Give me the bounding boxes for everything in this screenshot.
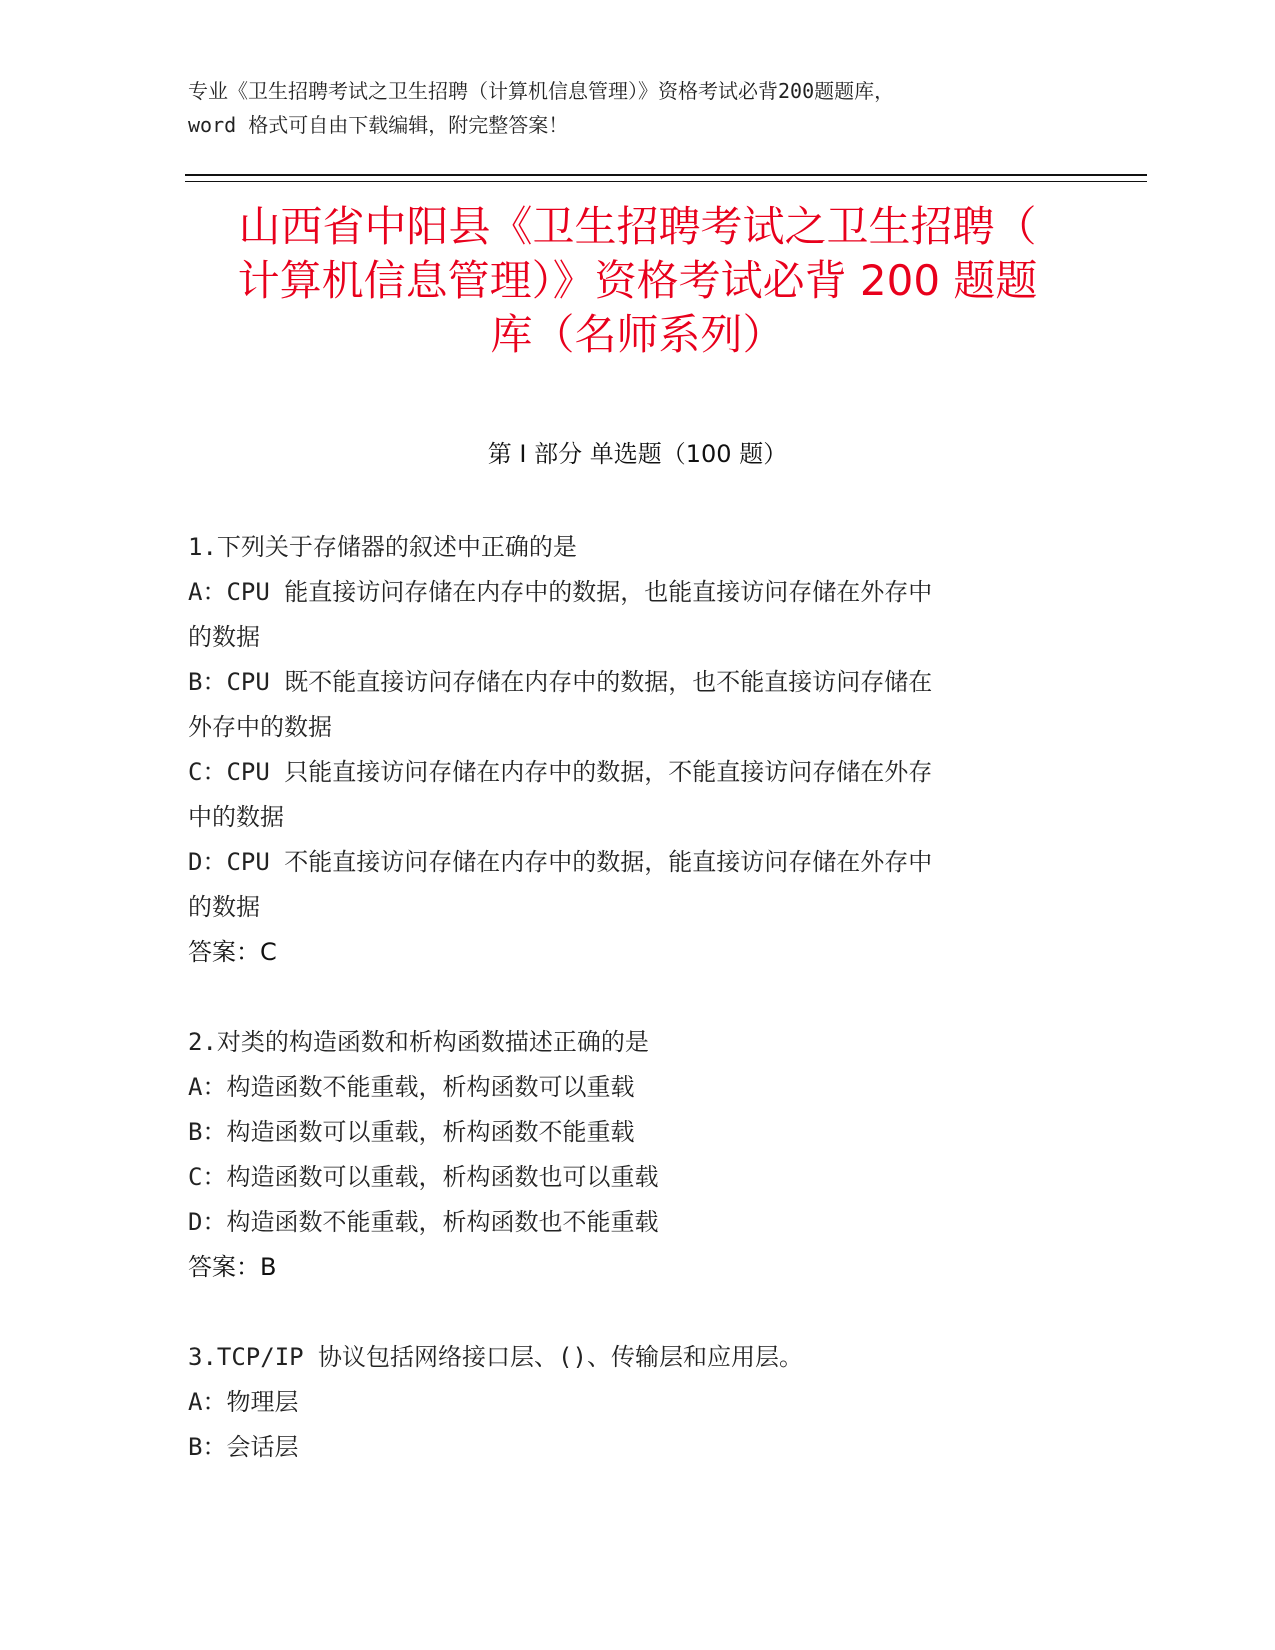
option-c: C：CPU 只能直接访问存储在内存中的数据，不能直接访问存储在外存 xyxy=(188,758,933,786)
header-divider xyxy=(185,174,1147,176)
question-2 xyxy=(188,1020,1068,1290)
option-a: A：CPU 能直接访问存储在内存中的数据，也能直接访问存储在外存中 xyxy=(188,578,933,606)
option-a-continued: 的数据 xyxy=(188,623,260,651)
question-stem: 2.对类的构造函数和析构函数描述正确的是 xyxy=(188,1028,649,1056)
question-stem: 3.TCP/IP 协议包括网络接口层、()、传输层和应用层。 xyxy=(188,1343,803,1371)
option-d: D：CPU 不能直接访问存储在内存中的数据，能直接访问存储在外存中 xyxy=(188,848,933,876)
title-line: 山西省中阳县《卫生招聘考试之卫生招聘（ xyxy=(238,202,1037,251)
intro-text xyxy=(188,74,1088,142)
title-line: 计算机信息管理）》资格考试必背 200 题题 xyxy=(237,256,1038,305)
document-title xyxy=(185,200,1090,362)
answer: 答案：C xyxy=(188,938,277,966)
option-d-continued: 的数据 xyxy=(188,893,260,921)
option-b-continued: 外存中的数据 xyxy=(188,713,332,741)
option-c: C：构造函数可以重载，析构函数也可以重载 xyxy=(188,1163,659,1191)
option-b: B：会话层 xyxy=(188,1433,299,1461)
intro-line: 专业《卫生招聘考试之卫生招聘（计算机信息管理）》资格考试必背200题题库， xyxy=(188,79,895,103)
question-stem: 1.下列关于存储器的叙述中正确的是 xyxy=(188,533,577,561)
section-heading: 第 I 部分 单选题（100 题） xyxy=(487,440,788,468)
question-list xyxy=(188,525,1068,1515)
option-b: B：CPU 既不能直接访问存储在内存中的数据，也不能直接访问存储在 xyxy=(188,668,933,696)
question-1 xyxy=(188,525,1068,975)
answer: 答案：B xyxy=(188,1253,277,1281)
title-line: 库（名师系列） xyxy=(490,310,785,359)
option-d: D：构造函数不能重载，析构函数也不能重载 xyxy=(188,1208,659,1236)
intro-line: word 格式可自由下载编辑，附完整答案！ xyxy=(188,113,569,137)
option-a: A：物理层 xyxy=(188,1388,299,1416)
option-c-continued: 中的数据 xyxy=(188,803,284,831)
option-a: A：构造函数不能重载，析构函数可以重载 xyxy=(188,1073,635,1101)
question-3 xyxy=(188,1335,1068,1470)
option-b: B：构造函数可以重载，析构函数不能重载 xyxy=(188,1118,635,1146)
header-divider-thin xyxy=(185,181,1147,182)
